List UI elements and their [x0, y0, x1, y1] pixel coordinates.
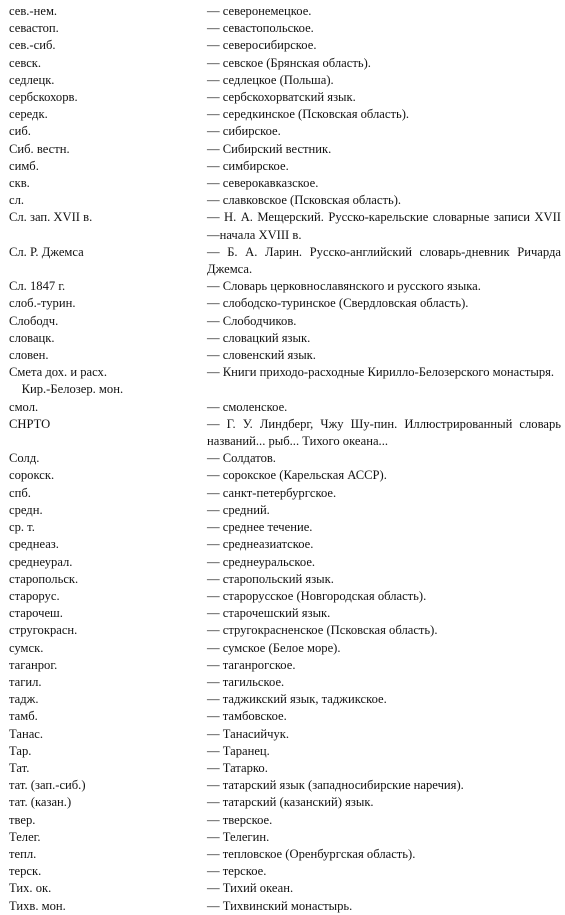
abbreviation-term: Сл. Р. Джемса: [9, 244, 84, 259]
abbreviation-term: спб.: [9, 485, 31, 500]
abbreviation-term: сев.-нем.: [9, 4, 58, 18]
abbreviation-definition: — тагильское.: [207, 674, 285, 689]
abbreviation-definition: — сорокское (Карельская АССР).: [207, 468, 387, 483]
abbreviation-term: СНРТО: [9, 416, 51, 431]
abbreviation-term: Сл. 1847 г.: [9, 279, 66, 294]
abbreviation-definition: — таганрогское.: [207, 657, 296, 672]
abbreviation-definition: — сумское (Белое море).: [207, 640, 341, 655]
abbreviation-term: словацк.: [9, 330, 55, 345]
abbreviation-entry: [9, 3, 561, 20]
abbreviation-term: смол.: [9, 399, 39, 414]
abbreviation-entry: [9, 726, 561, 743]
abbreviation-entry: [9, 829, 561, 846]
abbreviation-entry: [9, 519, 561, 536]
abbreviation-definition: — сибирское.: [207, 124, 281, 139]
abbreviation-term: Сл. зап. XVII в.: [9, 210, 93, 225]
abbreviation-entry: [9, 846, 561, 863]
abbreviation-term: средн.: [9, 502, 43, 517]
abbreviation-term: сумск.: [9, 640, 44, 655]
abbreviation-term: Слободч.: [9, 313, 59, 328]
abbreviation-entry: [9, 485, 561, 502]
abbreviation-definition: — Сибирский вестник.: [207, 141, 332, 156]
abbreviation-entry: [9, 777, 561, 794]
abbreviation-definition: — Солдатов.: [207, 451, 276, 466]
abbreviation-term: симб.: [9, 158, 39, 173]
abbreviation-term: сл.: [9, 193, 25, 208]
abbreviation-term: среднеаз.: [9, 537, 59, 552]
abbreviation-term: сев.-сиб.: [9, 38, 56, 53]
abbreviation-entry: [9, 743, 561, 760]
abbreviation-definition: — среднеазиатское.: [207, 537, 314, 552]
abbreviation-term: тагил.: [9, 674, 42, 689]
abbreviation-definition: — северокавказское.: [207, 176, 319, 191]
abbreviation-term: словен.: [9, 348, 49, 363]
abbreviation-term: Сиб. вестн.: [9, 141, 70, 156]
abbreviation-entry: [9, 347, 561, 364]
abbreviation-entry: [9, 794, 561, 811]
abbreviation-entry: [9, 898, 561, 915]
abbreviation-definition: — севастопольское.: [207, 21, 314, 36]
abbreviation-term: Тар.: [9, 743, 32, 758]
abbreviation-term: Телег.: [9, 829, 41, 844]
abbreviation-term: твер.: [9, 812, 36, 827]
abbreviation-entry: [9, 450, 561, 467]
abbreviation-term: севастоп.: [9, 21, 59, 36]
abbreviation-definition: — татарский (казанский) язык.: [207, 795, 374, 810]
abbreviation-entry: [9, 588, 561, 605]
abbreviation-entry: [9, 880, 561, 897]
abbreviation-definition: — Г. У. Линдберг, Чжу Шу-пин. Иллюстрированный словарь названий... рыб... Тихого океана...: [207, 416, 565, 449]
abbreviation-entry: [9, 37, 561, 54]
abbreviation-term: таганрог.: [9, 657, 58, 672]
abbreviation-definition: — татарский язык (западносибирские наречия).: [207, 778, 464, 793]
abbreviation-entry: [9, 244, 565, 278]
abbreviation-term: Танас.: [9, 726, 44, 741]
abbreviation-entry: [9, 502, 561, 519]
abbreviation-definition: — Н. А. Мещерский. Русско-карельские словарные записи XVII—начала XVIII в.: [207, 210, 561, 242]
abbreviation-entry: [9, 708, 561, 725]
abbreviation-entry: [9, 691, 561, 708]
abbreviation-entry: [9, 554, 561, 571]
abbreviation-entry: [9, 416, 565, 450]
abbreviation-definition: — Тихвинский монастырь.: [207, 898, 353, 913]
abbreviation-entry: [9, 313, 561, 330]
abbreviation-list: [9, 3, 565, 915]
abbreviation-definition: — Телегин.: [207, 829, 270, 844]
abbreviation-definition: — терское.: [207, 864, 267, 879]
abbreviation-entry: [9, 760, 561, 777]
abbreviation-entry: [9, 89, 561, 106]
abbreviation-entry: [9, 55, 561, 72]
abbreviation-entry: [9, 863, 561, 880]
abbreviation-entry: [9, 278, 561, 295]
abbreviation-term: Смета дох. и расх. Кир.-Белозер. мон.: [9, 365, 124, 397]
abbreviation-entry: [9, 536, 561, 553]
abbreviation-term: ср. т.: [9, 520, 35, 535]
abbreviation-entry: [9, 399, 561, 416]
abbreviation-term: седлецк.: [9, 72, 55, 87]
abbreviation-definition: — санкт-петербургское.: [207, 485, 337, 500]
abbreviation-entry: [9, 605, 561, 622]
abbreviation-definition: — старопольский язык.: [207, 571, 334, 586]
abbreviation-entry: [9, 295, 561, 312]
abbreviation-term: среднеурал.: [9, 554, 73, 569]
abbreviation-entry: [9, 175, 561, 192]
abbreviation-definition: — тепловское (Оренбургская область).: [207, 846, 416, 861]
abbreviation-entry: [9, 467, 561, 484]
abbreviation-term: скв.: [9, 176, 30, 191]
abbreviation-term: терск.: [9, 864, 42, 879]
abbreviation-definition: — северонемецкое.: [207, 4, 312, 18]
abbreviation-entry: [9, 72, 561, 89]
abbreviation-definition: — Книги приходо-расходные Кирилло-Белозерского монастыря.: [207, 365, 555, 380]
abbreviation-term: Тихв. мон.: [9, 898, 66, 913]
abbreviation-term: стругокрасн.: [9, 623, 78, 638]
abbreviation-definition: — седлецкое (Польша).: [207, 72, 334, 87]
abbreviation-entry: [9, 571, 561, 588]
abbreviation-definition: — смоленское.: [207, 399, 288, 414]
abbreviation-entry: [9, 364, 561, 398]
abbreviation-entry: [9, 123, 561, 140]
abbreviation-definition: — средний.: [207, 502, 270, 517]
abbreviation-definition: — Таранец.: [207, 743, 270, 758]
abbreviation-term: тат. (казан.): [9, 795, 72, 810]
abbreviation-term: сорокск.: [9, 468, 55, 483]
abbreviation-definition: — стругокрасненское (Псковская область).: [207, 623, 438, 638]
abbreviation-term: старопольск.: [9, 571, 79, 586]
abbreviation-definition: — симбирское.: [207, 158, 289, 173]
abbreviation-term: Солд.: [9, 451, 40, 466]
abbreviation-term: Тат.: [9, 760, 30, 775]
abbreviation-term: середк.: [9, 107, 48, 122]
abbreviation-entry: [9, 640, 561, 657]
abbreviation-definition: — середкинское (Псковская область).: [207, 107, 410, 122]
abbreviation-term: тат. (зап.-сиб.): [9, 778, 86, 793]
abbreviation-definition: — старочешский язык.: [207, 606, 331, 621]
abbreviation-definition: — Тихий океан.: [207, 881, 294, 896]
abbreviation-term: тепл.: [9, 846, 37, 861]
abbreviation-term: старочеш.: [9, 606, 63, 621]
abbreviation-definition: — Слободчиков.: [207, 313, 297, 328]
abbreviation-entry: [9, 20, 561, 37]
abbreviation-definition: — слободско-туринское (Свердловская область).: [207, 296, 469, 311]
abbreviation-definition: — севское (Брянская область).: [207, 55, 371, 70]
abbreviation-definition: — словенский язык.: [207, 348, 316, 363]
abbreviation-entry: [9, 106, 561, 123]
abbreviation-definition: — славковское (Псковская область).: [207, 193, 402, 208]
abbreviation-definition: — Татарко.: [207, 760, 268, 775]
abbreviation-definition: — старорусское (Новгородская область).: [207, 588, 427, 603]
abbreviation-definition: — северосибирское.: [207, 38, 317, 53]
abbreviation-entry: [9, 657, 561, 674]
abbreviation-entry: [9, 192, 561, 209]
abbreviation-definition: — среднеуральское.: [207, 554, 316, 569]
abbreviation-entry: [9, 674, 561, 691]
abbreviation-definition: — тверское.: [207, 812, 273, 827]
abbreviation-definition: — сербскохорватский язык.: [207, 90, 356, 105]
abbreviation-definition: — тамбовское.: [207, 709, 287, 724]
abbreviation-definition: — словацкий язык.: [207, 330, 311, 345]
abbreviation-term: старорус.: [9, 588, 60, 603]
abbreviation-term: сербскохорв.: [9, 90, 78, 105]
abbreviation-term: Тих. ок.: [9, 881, 52, 896]
abbreviation-term: тадж.: [9, 692, 39, 707]
abbreviation-definition: — Танасийчук.: [207, 726, 290, 741]
abbreviation-entry: [9, 812, 561, 829]
abbreviation-entry: [9, 141, 561, 158]
abbreviation-term: севск.: [9, 55, 42, 70]
abbreviation-entry: [9, 209, 561, 243]
abbreviation-definition: — таджикский язык, таджикское.: [207, 692, 387, 707]
abbreviation-entry: [9, 330, 561, 347]
abbreviation-term: сиб.: [9, 124, 31, 139]
abbreviation-term: слоб.-турин.: [9, 296, 76, 311]
abbreviation-definition: — Б. А. Ларин. Русско-английский словарь-дневник Ричарда Джемса.: [207, 244, 565, 277]
abbreviation-entry: [9, 158, 561, 175]
abbreviation-entry: [9, 622, 561, 639]
abbreviation-term: тамб.: [9, 709, 38, 724]
abbreviation-definition: — Словарь церковнославянского и русского языка.: [207, 279, 481, 294]
abbreviation-definition: — среднее течение.: [207, 520, 313, 535]
